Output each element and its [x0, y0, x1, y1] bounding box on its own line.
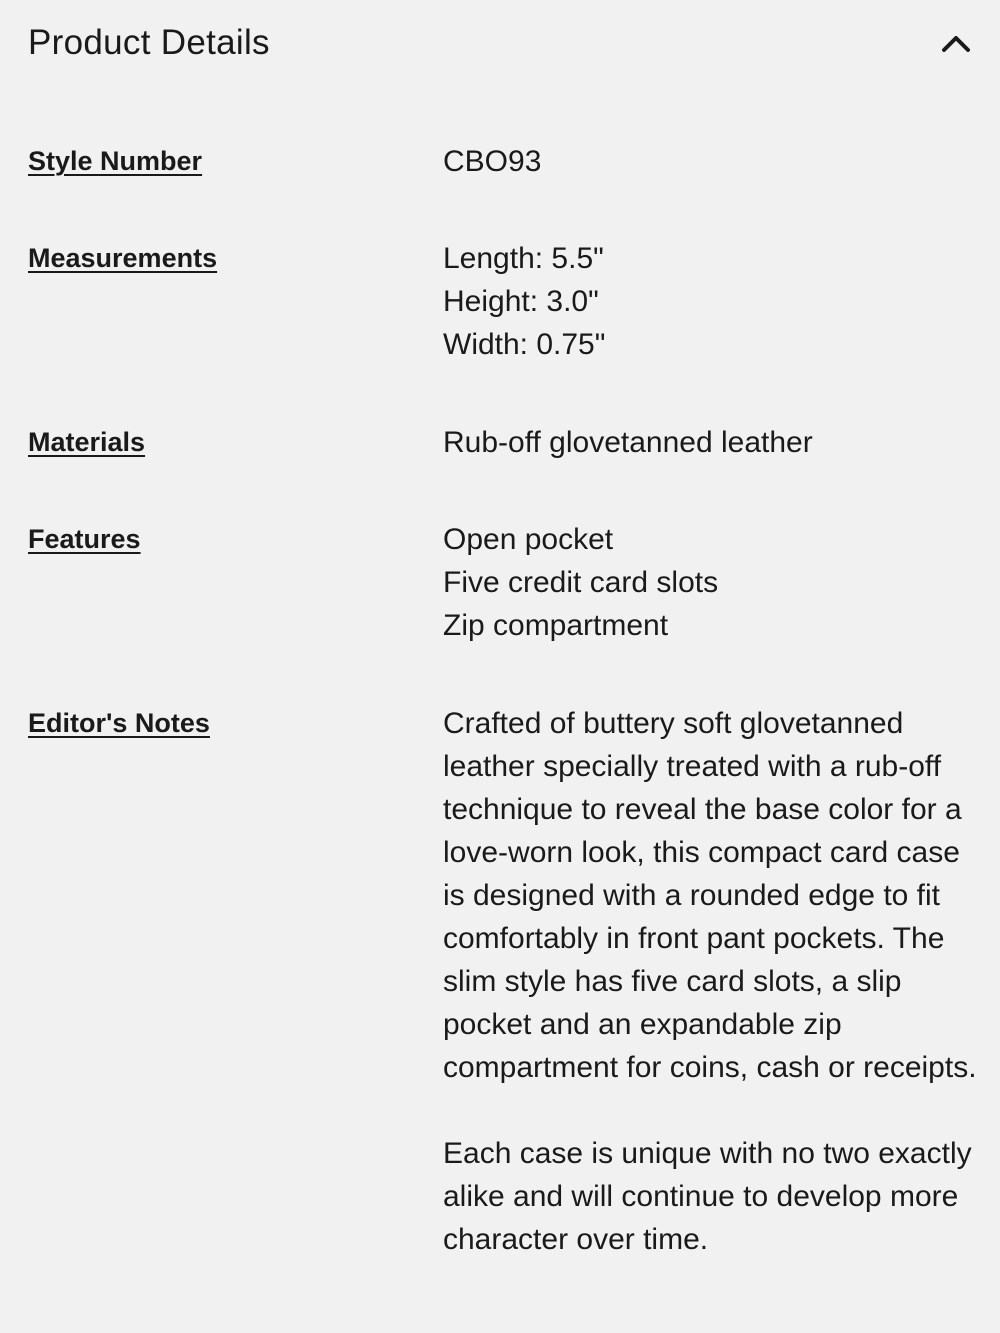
detail-row-materials: [28, 421, 980, 518]
detail-label-features: Features: [28, 524, 141, 554]
editors-notes-paragraph: Crafted of buttery soft glovetanned leather specially treated with a rub-off technique to reveal the base color for a love-worn look, this compact card case is designed with a rounded edge to fit comfortably in front pant pockets. The slim style has five card slots, a slip pocket and an expandable zip compartment for coins, cash or receipts.: [443, 707, 977, 1084]
detail-row-measurements: [28, 237, 980, 421]
detail-value-measurements: [443, 237, 980, 366]
feature-item: Five credit card slots: [443, 566, 719, 599]
editors-notes-paragraph: Each case is unique with no two exactly alike and will continue to develop more character over time.: [443, 1137, 972, 1256]
style-number-value: CBO93: [443, 145, 542, 178]
measurement-height: Height: 3.0": [443, 285, 599, 318]
detail-label-materials: Materials: [28, 427, 146, 457]
measurement-width: Width: 0.75": [443, 328, 606, 361]
feature-item: Zip compartment: [443, 609, 669, 642]
product-details-toggle[interactable]: [28, 18, 972, 68]
materials-value: Rub-off glovetanned leather: [443, 426, 813, 459]
detail-value-materials: [443, 421, 980, 464]
detail-row-style-number: [28, 140, 980, 237]
product-details-list: [28, 140, 980, 1261]
detail-label-measurements: Measurements: [28, 243, 218, 273]
feature-item: Open pocket: [443, 523, 614, 556]
detail-row-features: [28, 518, 980, 702]
detail-value-style-number: [443, 140, 980, 183]
section-title: Product Details: [28, 23, 270, 62]
detail-row-editors-notes: [28, 702, 980, 1261]
measurement-length: Length: 5.5": [443, 242, 604, 275]
detail-value-editors-notes: [443, 702, 980, 1261]
chevron-up-icon[interactable]: [936, 23, 976, 63]
detail-value-features: [443, 518, 980, 647]
detail-label-editors-notes: Editor's Notes: [28, 708, 210, 738]
detail-label-style-number: Style Number: [28, 146, 203, 176]
